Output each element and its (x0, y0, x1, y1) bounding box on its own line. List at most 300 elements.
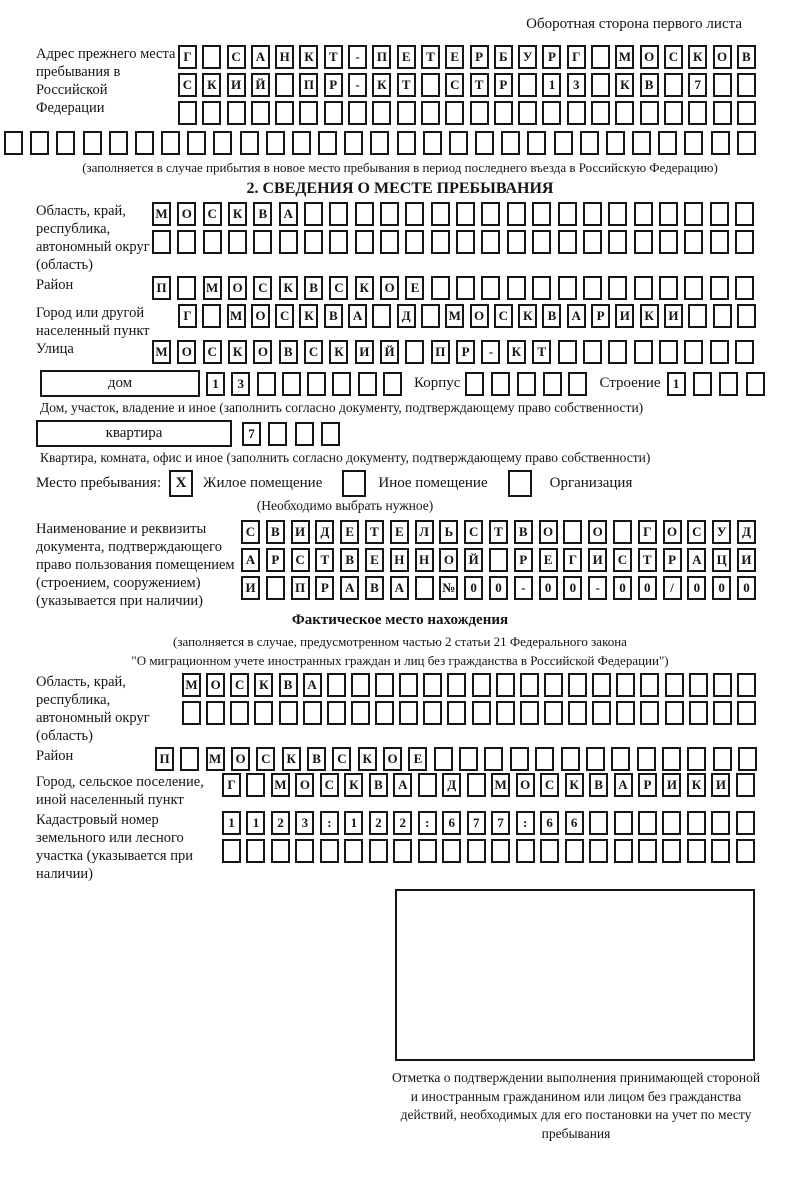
char-cell[interactable]: Н (415, 548, 434, 572)
char-cell[interactable] (292, 131, 311, 155)
char-cell[interactable] (481, 202, 500, 226)
char-cell[interactable] (687, 811, 706, 835)
char-cell[interactable]: 0 (539, 576, 558, 600)
char-cell[interactable]: 7 (491, 811, 510, 835)
char-cell[interactable] (688, 304, 707, 328)
char-cell[interactable]: 6 (442, 811, 461, 835)
char-cell[interactable] (399, 673, 418, 697)
char-cell[interactable] (109, 131, 128, 155)
char-cell[interactable] (517, 372, 536, 396)
char-cell[interactable] (246, 839, 265, 863)
char-cell[interactable]: О (640, 45, 659, 69)
char-cell[interactable]: С (253, 276, 272, 300)
char-cell[interactable] (516, 839, 535, 863)
char-cell[interactable] (393, 839, 412, 863)
char-cell[interactable]: Г (563, 548, 582, 572)
char-cell[interactable]: Е (539, 548, 558, 572)
char-cell[interactable]: С (664, 45, 683, 69)
char-cell[interactable] (227, 101, 246, 125)
char-cell[interactable] (568, 673, 587, 697)
char-cell[interactable] (507, 230, 526, 254)
char-cell[interactable]: Р (266, 548, 285, 572)
char-cell[interactable]: Й (251, 73, 270, 97)
char-cell[interactable]: К (687, 773, 706, 797)
char-cell[interactable] (710, 340, 729, 364)
char-cell[interactable]: Д (442, 773, 461, 797)
char-cell[interactable] (496, 701, 515, 725)
char-cell[interactable]: Р (315, 576, 334, 600)
char-cell[interactable] (510, 747, 529, 771)
char-cell[interactable] (710, 202, 729, 226)
char-cell[interactable]: 0 (737, 576, 756, 600)
char-cell[interactable] (380, 230, 399, 254)
char-cell[interactable] (735, 340, 754, 364)
char-cell[interactable] (491, 372, 510, 396)
char-cell[interactable]: П (372, 45, 391, 69)
char-cell[interactable]: К (355, 276, 374, 300)
char-cell[interactable]: А (614, 773, 633, 797)
char-cell[interactable] (496, 673, 515, 697)
char-cell[interactable] (202, 304, 221, 328)
char-cell[interactable] (638, 839, 657, 863)
char-cell[interactable] (268, 422, 287, 446)
char-cell[interactable] (187, 131, 206, 155)
char-cell[interactable] (638, 811, 657, 835)
char-cell[interactable]: 0 (712, 576, 731, 600)
char-cell[interactable]: О (228, 276, 247, 300)
char-cell[interactable]: О (251, 304, 270, 328)
char-cell[interactable] (558, 276, 577, 300)
char-cell[interactable] (423, 701, 442, 725)
char-cell[interactable] (279, 230, 298, 254)
char-cell[interactable]: К (254, 673, 273, 697)
char-cell[interactable]: М (182, 673, 201, 697)
char-cell[interactable] (351, 701, 370, 725)
char-cell[interactable]: Т (315, 548, 334, 572)
char-cell[interactable]: М (203, 276, 222, 300)
char-cell[interactable]: О (380, 276, 399, 300)
char-cell[interactable] (606, 131, 625, 155)
residential-checkbox[interactable] (169, 470, 193, 497)
char-cell[interactable] (459, 747, 478, 771)
char-cell[interactable]: Г (638, 520, 657, 544)
char-cell[interactable] (592, 673, 611, 697)
char-cell[interactable]: 0 (489, 576, 508, 600)
char-cell[interactable]: В (324, 304, 343, 328)
char-cell[interactable] (370, 131, 389, 155)
actual-district-value[interactable] (155, 747, 757, 771)
char-cell[interactable]: - (348, 45, 367, 69)
other-premises-checkbox[interactable] (342, 470, 366, 497)
char-cell[interactable]: Р (591, 304, 610, 328)
prev-address-line-4[interactable] (4, 131, 756, 155)
char-cell[interactable] (508, 470, 532, 497)
char-cell[interactable]: С (178, 73, 197, 97)
char-cell[interactable]: В (369, 773, 388, 797)
char-cell[interactable] (372, 101, 391, 125)
char-cell[interactable] (640, 101, 659, 125)
char-cell[interactable] (355, 202, 374, 226)
char-cell[interactable]: 3 (231, 372, 250, 396)
char-cell[interactable]: О (663, 520, 682, 544)
char-cell[interactable]: В (279, 340, 298, 364)
char-cell[interactable]: В (340, 548, 359, 572)
char-cell[interactable] (542, 101, 561, 125)
char-cell[interactable]: О (206, 673, 225, 697)
char-cell[interactable]: 7 (467, 811, 486, 835)
char-cell[interactable]: Р (324, 73, 343, 97)
char-cell[interactable] (665, 701, 684, 725)
char-cell[interactable]: 1 (344, 811, 363, 835)
char-cell[interactable] (591, 73, 610, 97)
char-cell[interactable]: О (177, 202, 196, 226)
char-cell[interactable] (568, 372, 587, 396)
char-cell[interactable] (608, 340, 627, 364)
char-cell[interactable] (532, 276, 551, 300)
char-cell[interactable]: 3 (567, 73, 586, 97)
char-cell[interactable]: 2 (271, 811, 290, 835)
char-cell[interactable]: Ц (712, 548, 731, 572)
char-cell[interactable] (56, 131, 75, 155)
char-cell[interactable] (711, 811, 730, 835)
char-cell[interactable] (456, 276, 475, 300)
char-cell[interactable]: И (662, 773, 681, 797)
char-cell[interactable]: Т (365, 520, 384, 544)
char-cell[interactable] (637, 747, 656, 771)
char-cell[interactable]: Й (380, 340, 399, 364)
char-cell[interactable] (614, 811, 633, 835)
char-cell[interactable] (532, 230, 551, 254)
char-cell[interactable]: К (358, 747, 377, 771)
char-cell[interactable] (634, 276, 653, 300)
char-cell[interactable]: А (393, 773, 412, 797)
house-field-box[interactable]: дом (40, 370, 200, 397)
char-cell[interactable]: К (507, 340, 526, 364)
char-cell[interactable] (591, 45, 610, 69)
char-cell[interactable]: В (542, 304, 561, 328)
char-cell[interactable]: С (320, 773, 339, 797)
char-cell[interactable] (318, 131, 337, 155)
char-cell[interactable]: К (688, 45, 707, 69)
char-cell[interactable] (611, 747, 630, 771)
char-cell[interactable]: К (282, 747, 301, 771)
char-cell[interactable] (710, 276, 729, 300)
char-cell[interactable] (405, 340, 424, 364)
char-cell[interactable]: П (155, 747, 174, 771)
actual-city-value[interactable] (222, 773, 755, 797)
char-cell[interactable] (583, 202, 602, 226)
char-cell[interactable]: М (152, 202, 171, 226)
char-cell[interactable] (658, 131, 677, 155)
char-cell[interactable] (180, 747, 199, 771)
char-cell[interactable]: Т (324, 45, 343, 69)
char-cell[interactable]: К (299, 45, 318, 69)
char-cell[interactable] (634, 340, 653, 364)
char-cell[interactable]: : (320, 811, 339, 835)
char-cell[interactable]: О (383, 747, 402, 771)
char-cell[interactable] (484, 747, 503, 771)
char-cell[interactable] (467, 839, 486, 863)
char-cell[interactable] (257, 372, 276, 396)
char-cell[interactable]: - (514, 576, 533, 600)
char-cell[interactable] (456, 230, 475, 254)
char-cell[interactable] (372, 304, 391, 328)
char-cell[interactable] (735, 202, 754, 226)
char-cell[interactable] (307, 372, 326, 396)
char-cell[interactable] (634, 202, 653, 226)
char-cell[interactable] (713, 73, 732, 97)
char-cell[interactable]: П (431, 340, 450, 364)
char-cell[interactable] (135, 131, 154, 155)
char-cell[interactable]: С (275, 304, 294, 328)
char-cell[interactable] (295, 422, 314, 446)
organization-checkbox[interactable] (508, 470, 532, 497)
char-cell[interactable] (423, 673, 442, 697)
char-cell[interactable]: Д (737, 520, 756, 544)
char-cell[interactable] (736, 811, 755, 835)
char-cell[interactable] (659, 276, 678, 300)
char-cell[interactable]: К (344, 773, 363, 797)
char-cell[interactable] (380, 202, 399, 226)
char-cell[interactable]: А (567, 304, 586, 328)
char-cell[interactable]: И (588, 548, 607, 572)
char-cell[interactable] (470, 101, 489, 125)
char-cell[interactable]: Ь (439, 520, 458, 544)
char-cell[interactable]: А (390, 576, 409, 600)
char-cell[interactable] (324, 101, 343, 125)
char-cell[interactable]: С (613, 548, 632, 572)
char-cell[interactable] (583, 230, 602, 254)
char-cell[interactable] (713, 673, 732, 697)
char-cell[interactable]: : (418, 811, 437, 835)
char-cell[interactable] (589, 811, 608, 835)
char-cell[interactable] (554, 131, 573, 155)
char-cell[interactable] (405, 202, 424, 226)
char-cell[interactable] (472, 673, 491, 697)
char-cell[interactable]: Г (178, 304, 197, 328)
char-cell[interactable] (253, 230, 272, 254)
char-cell[interactable]: - (481, 340, 500, 364)
char-cell[interactable] (321, 422, 340, 446)
char-cell[interactable]: М (206, 747, 225, 771)
char-cell[interactable]: 0 (464, 576, 483, 600)
char-cell[interactable]: И (227, 73, 246, 97)
district-value[interactable] (152, 276, 754, 300)
char-cell[interactable]: К (279, 276, 298, 300)
char-cell[interactable] (299, 101, 318, 125)
actual-region-line-2[interactable] (182, 701, 756, 725)
char-cell[interactable] (418, 839, 437, 863)
char-cell[interactable]: К (372, 73, 391, 97)
char-cell[interactable] (568, 701, 587, 725)
char-cell[interactable] (501, 131, 520, 155)
char-cell[interactable]: 0 (613, 576, 632, 600)
actual-region-line-1[interactable] (182, 673, 756, 697)
char-cell[interactable] (659, 230, 678, 254)
char-cell[interactable]: И (291, 520, 310, 544)
char-cell[interactable] (616, 701, 635, 725)
char-cell[interactable] (684, 276, 703, 300)
char-cell[interactable]: С (203, 340, 222, 364)
char-cell[interactable] (567, 101, 586, 125)
char-cell[interactable]: С (256, 747, 275, 771)
char-cell[interactable]: 6 (565, 811, 584, 835)
char-cell[interactable] (472, 701, 491, 725)
char-cell[interactable]: И (737, 548, 756, 572)
char-cell[interactable]: К (228, 202, 247, 226)
char-cell[interactable]: А (340, 576, 359, 600)
char-cell[interactable] (665, 673, 684, 697)
char-cell[interactable] (348, 101, 367, 125)
char-cell[interactable] (713, 701, 732, 725)
char-cell[interactable] (507, 276, 526, 300)
char-cell[interactable]: Т (638, 548, 657, 572)
char-cell[interactable] (203, 230, 222, 254)
char-cell[interactable]: С (203, 202, 222, 226)
char-cell[interactable] (613, 520, 632, 544)
char-cell[interactable]: К (202, 73, 221, 97)
char-cell[interactable]: В (589, 773, 608, 797)
char-cell[interactable] (355, 230, 374, 254)
char-cell[interactable] (735, 276, 754, 300)
char-cell[interactable] (736, 773, 755, 797)
char-cell[interactable]: К (565, 773, 584, 797)
char-cell[interactable] (399, 701, 418, 725)
char-cell[interactable] (640, 673, 659, 697)
char-cell[interactable] (737, 131, 756, 155)
char-cell[interactable]: М (271, 773, 290, 797)
char-cell[interactable]: М (491, 773, 510, 797)
char-cell[interactable] (662, 747, 681, 771)
char-cell[interactable] (423, 131, 442, 155)
char-cell[interactable]: О (588, 520, 607, 544)
char-cell[interactable] (415, 576, 434, 600)
char-cell[interactable]: С (445, 73, 464, 97)
char-cell[interactable]: С (687, 520, 706, 544)
char-cell[interactable]: К (228, 340, 247, 364)
char-cell[interactable] (303, 701, 322, 725)
char-cell[interactable]: В (737, 45, 756, 69)
char-cell[interactable]: И (664, 304, 683, 328)
char-cell[interactable]: X (169, 470, 193, 497)
char-cell[interactable] (182, 701, 201, 725)
char-cell[interactable] (518, 73, 537, 97)
char-cell[interactable] (664, 73, 683, 97)
char-cell[interactable] (532, 202, 551, 226)
char-cell[interactable] (344, 839, 363, 863)
char-cell[interactable]: Р (494, 73, 513, 97)
char-cell[interactable]: Е (397, 45, 416, 69)
char-cell[interactable] (177, 276, 196, 300)
char-cell[interactable] (634, 230, 653, 254)
char-cell[interactable]: Й (464, 548, 483, 572)
char-cell[interactable] (535, 747, 554, 771)
char-cell[interactable]: М (152, 340, 171, 364)
region-line-2[interactable] (152, 230, 754, 254)
char-cell[interactable]: 6 (540, 811, 559, 835)
char-cell[interactable]: В (279, 673, 298, 697)
char-cell[interactable] (344, 131, 363, 155)
char-cell[interactable] (684, 202, 703, 226)
char-cell[interactable]: О (439, 548, 458, 572)
char-cell[interactable]: А (348, 304, 367, 328)
char-cell[interactable] (213, 131, 232, 155)
char-cell[interactable] (383, 372, 402, 396)
char-cell[interactable] (405, 230, 424, 254)
char-cell[interactable] (431, 230, 450, 254)
char-cell[interactable]: С (329, 276, 348, 300)
char-cell[interactable]: К (640, 304, 659, 328)
char-cell[interactable]: 1 (246, 811, 265, 835)
char-cell[interactable] (563, 520, 582, 544)
char-cell[interactable]: И (355, 340, 374, 364)
char-cell[interactable]: 2 (369, 811, 388, 835)
char-cell[interactable] (520, 673, 539, 697)
char-cell[interactable]: В (253, 202, 272, 226)
char-cell[interactable] (543, 372, 562, 396)
char-cell[interactable] (358, 372, 377, 396)
char-cell[interactable]: С (291, 548, 310, 572)
char-cell[interactable]: Т (397, 73, 416, 97)
apartment-field-box[interactable]: квартира (36, 420, 232, 447)
char-cell[interactable]: С (464, 520, 483, 544)
char-cell[interactable] (737, 304, 756, 328)
char-cell[interactable] (447, 701, 466, 725)
char-cell[interactable] (592, 701, 611, 725)
char-cell[interactable]: Т (421, 45, 440, 69)
char-cell[interactable] (246, 773, 265, 797)
char-cell[interactable] (177, 230, 196, 254)
char-cell[interactable] (640, 701, 659, 725)
char-cell[interactable] (351, 673, 370, 697)
char-cell[interactable] (320, 839, 339, 863)
char-cell[interactable] (434, 747, 453, 771)
char-cell[interactable] (397, 131, 416, 155)
char-cell[interactable] (711, 131, 730, 155)
char-cell[interactable] (659, 202, 678, 226)
char-cell[interactable] (418, 773, 437, 797)
char-cell[interactable] (687, 747, 706, 771)
char-cell[interactable] (711, 839, 730, 863)
char-cell[interactable] (4, 131, 23, 155)
char-cell[interactable]: Р (514, 548, 533, 572)
char-cell[interactable]: О (177, 340, 196, 364)
char-cell[interactable]: В (266, 520, 285, 544)
char-cell[interactable] (591, 101, 610, 125)
char-cell[interactable]: В (365, 576, 384, 600)
char-cell[interactable]: Е (405, 276, 424, 300)
structure-value[interactable] (667, 372, 765, 396)
char-cell[interactable]: О (516, 773, 535, 797)
char-cell[interactable] (608, 230, 627, 254)
char-cell[interactable] (240, 131, 259, 155)
char-cell[interactable] (737, 673, 756, 697)
char-cell[interactable] (397, 101, 416, 125)
char-cell[interactable] (489, 548, 508, 572)
char-cell[interactable] (161, 131, 180, 155)
char-cell[interactable] (375, 673, 394, 697)
char-cell[interactable]: Р (470, 45, 489, 69)
char-cell[interactable] (251, 101, 270, 125)
char-cell[interactable] (431, 276, 450, 300)
char-cell[interactable] (738, 747, 757, 771)
char-cell[interactable] (421, 101, 440, 125)
char-cell[interactable]: С (494, 304, 513, 328)
char-cell[interactable] (445, 101, 464, 125)
char-cell[interactable]: Е (390, 520, 409, 544)
char-cell[interactable]: С (241, 520, 260, 544)
char-cell[interactable]: О (470, 304, 489, 328)
